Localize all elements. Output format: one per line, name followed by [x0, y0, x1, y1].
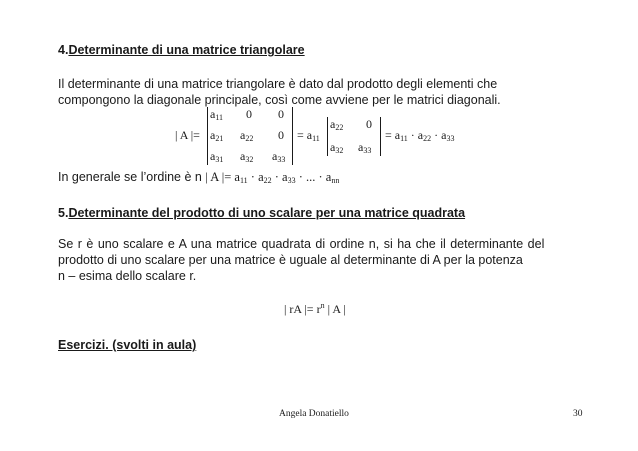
section-4-heading — [58, 43, 305, 57]
m1-r1c3: 0 — [278, 107, 284, 121]
m1-r1c2: 0 — [246, 107, 252, 121]
section-5-paragraph-line-3: n – esima dello scalare r. — [58, 269, 197, 283]
section-5-paragraph-line-2: prodotto di uno scalare per una matrice è uguale al determinante di A per la potenza — [58, 253, 523, 267]
formula-mid: = $a_{11}$ — [297, 128, 320, 143]
general-order-statement: In generale se l’ordine è n | A |= $a_{11} \cdot a_{22} \cdot a_{33}$ · ... · $a_{nn}$ — [58, 170, 340, 185]
section-4-paragraph-line-2: compongono la diagonale principale, così come avviene per le matrici diagonali. — [58, 93, 501, 107]
section-5-paragraph-line-1: Se r è uno scalare e A una matrice quadrata di ordine n, si ha che il determinante del — [58, 237, 545, 251]
section-4-title: Determinante di una matrice triangolare — [68, 43, 305, 57]
m2-a33: $a_{33}$ — [358, 140, 372, 155]
section-4-paragraph-line-1: Il determinante di una matrice triangolare è dato dal prodotto degli elementi che — [58, 77, 498, 91]
exercises-heading — [58, 338, 196, 352]
section-4-number: 4. — [58, 43, 69, 57]
footer-page-number: 30 — [573, 409, 583, 419]
section-5-title: Determinante del prodotto di uno scalare per una matrice quadrata — [68, 206, 466, 220]
m1-a32: $a_{32}$ — [240, 149, 254, 164]
matrix-2-left-bar — [327, 117, 328, 156]
m1-r2c3: 0 — [278, 128, 284, 142]
matrix-1-left-bar — [207, 107, 208, 165]
formula-lhs: | A |= — [175, 128, 200, 142]
section-5-number: 5. — [58, 206, 69, 220]
matrix-1-right-bar — [292, 107, 293, 165]
m2-a32: $a_{32}$ — [330, 140, 344, 155]
m1-a31: $a_{31}$ — [210, 149, 224, 164]
section-5-heading — [58, 206, 465, 220]
footer-author: Angela Donatiello — [279, 409, 349, 419]
m2-r1c2: 0 — [366, 117, 372, 131]
exercises-label: Esercizi. (svolti in aula) — [58, 338, 197, 352]
m2-a22: $a_{22}$ — [330, 117, 344, 132]
m1-a11: $a_{11}$ — [210, 107, 224, 122]
formula-rhs: = $a_{11} \cdot a_{22} \cdot a_{33}$ — [385, 128, 455, 143]
m1-a33: $a_{33}$ — [272, 149, 286, 164]
matrix-2-right-bar — [380, 117, 381, 156]
m1-a21: $a_{21}$ — [210, 128, 224, 143]
m1-a22: $a_{22}$ — [240, 128, 254, 143]
scalar-product-formula: | rA |= $r^n$ | A | — [284, 301, 346, 316]
